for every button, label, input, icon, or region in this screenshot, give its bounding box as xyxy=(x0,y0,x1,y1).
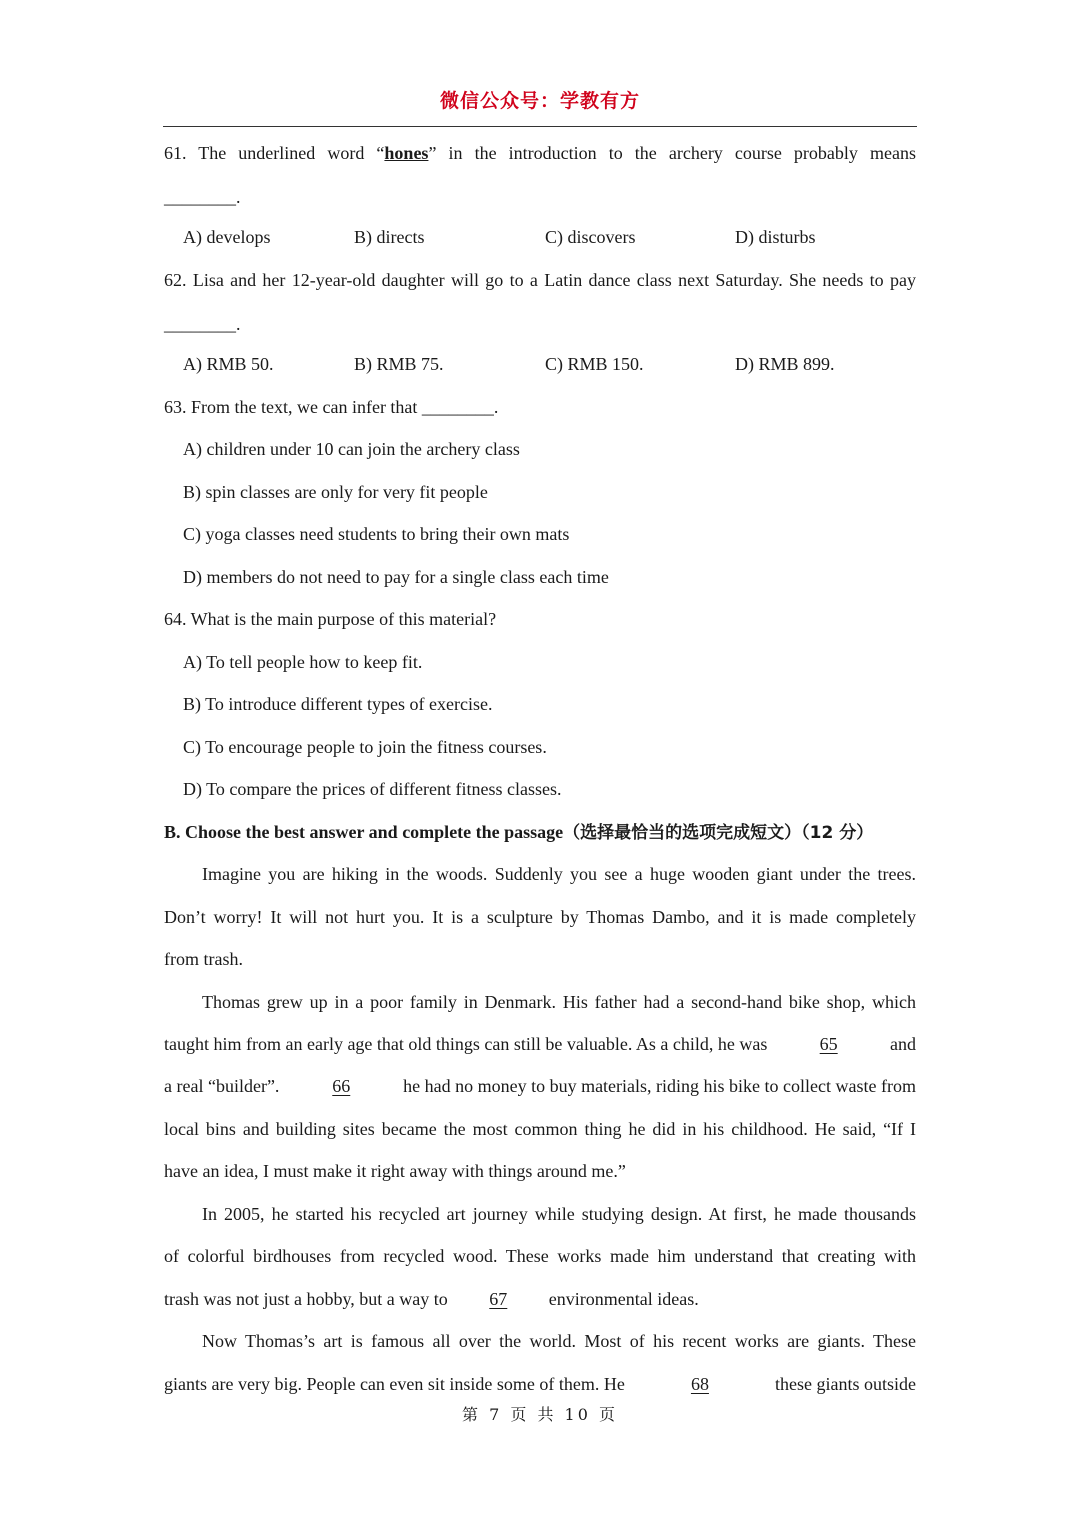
passage-line: local bins and building sites became the most common thing he did in his childhood. He said, “If I xyxy=(164,1119,916,1139)
q63-option-d[interactable]: D) members do not need to pay for a single class each time xyxy=(183,567,609,587)
q61-blank: ________. xyxy=(164,187,241,207)
q61-option-a[interactable]: A) develops xyxy=(183,227,271,247)
passage-line-67 xyxy=(164,1287,916,1311)
blank-66[interactable]: 66 xyxy=(332,1076,351,1096)
underlined-word: hones xyxy=(384,143,429,163)
passage-text: trash was not just a hobby, but a way to xyxy=(164,1289,448,1309)
passage-text: he had no money to buy materials, riding his bike to collect waste from xyxy=(403,1076,916,1096)
question-64: 64. What is the main purpose of this material? xyxy=(164,609,497,629)
q64-option-c[interactable]: C) To encourage people to join the fitness courses. xyxy=(183,737,547,757)
passage-line: In 2005, he started his recycled art journey while studying design. At first, he made thousands xyxy=(202,1204,916,1224)
q61-option-b[interactable]: B) directs xyxy=(354,227,425,247)
q64-option-d[interactable]: D) To compare the prices of different fitness classes. xyxy=(183,779,562,799)
section-b-title: B. Choose the best answer and complete the passage xyxy=(164,822,564,842)
passage-line: Now Thomas’s art is famous all over the world. Most of his recent works are giants. These xyxy=(202,1331,916,1351)
header-rule xyxy=(163,126,917,127)
blank-67[interactable]: 67 xyxy=(489,1289,508,1309)
passage-text: and xyxy=(890,1034,916,1054)
blank-68[interactable]: 68 xyxy=(690,1374,709,1394)
q62-blank: ________. xyxy=(164,314,241,334)
passage-line: of colorful birdhouses from recycled wood. These works made him understand that creating with xyxy=(164,1246,916,1266)
q63-option-b[interactable]: B) spin classes are only for very fit people xyxy=(183,482,488,502)
question-61 xyxy=(164,141,916,165)
passage-line: have an idea, I must make it right away with things around me.” xyxy=(164,1161,626,1181)
q64-option-a[interactable]: A) To tell people how to keep fit. xyxy=(183,652,423,672)
section-b-heading xyxy=(164,820,916,845)
passage-line-68 xyxy=(164,1372,916,1396)
q63-option-a[interactable]: A) children under 10 can join the archery class xyxy=(183,439,520,459)
passage-text: a real “builder”. xyxy=(164,1076,280,1096)
passage-line: Thomas grew up in a poor family in Denmark. His father had a second-hand bike shop, which xyxy=(202,992,916,1012)
passage-line-65 xyxy=(164,1032,916,1056)
section-b-title-cn: （选择最恰当的选项完成短文）（12 分） xyxy=(563,823,874,843)
q61-options xyxy=(0,225,1080,249)
passage-line: Don’t worry! It will not hurt you. It is a sculpture by Thomas Dambo, and it is made completely xyxy=(164,907,916,927)
q62-option-d[interactable]: D) RMB 899. xyxy=(735,354,835,374)
q63-option-c[interactable]: C) yoga classes need students to bring their own mats xyxy=(183,524,570,544)
passage-text: taught him from an early age that old things can still be valuable. As a child, he was xyxy=(164,1034,768,1054)
q61-option-c[interactable]: C) discovers xyxy=(545,227,636,247)
passage-line-66 xyxy=(164,1074,916,1098)
blank-65[interactable]: 65 xyxy=(819,1034,838,1054)
q62-option-c[interactable]: C) RMB 150. xyxy=(545,354,644,374)
q61-post: ” in the introduction to the archery course probably means xyxy=(428,143,916,163)
passage-line: Imagine you are hiking in the woods. Suddenly you see a huge wooden giant under the trees. xyxy=(202,864,916,884)
question-62: 62. Lisa and her 12-year-old daughter will go to a Latin dance class next Saturday. She needs to pay xyxy=(164,270,916,290)
passage-text: giants are very big. People can even sit inside some of them. He xyxy=(164,1374,625,1394)
q61-pre: 61. The underlined word “ xyxy=(164,143,385,163)
passage-text: these giants outside xyxy=(775,1374,916,1394)
q62-options xyxy=(0,352,1080,376)
q64-option-b[interactable]: B) To introduce different types of exercise. xyxy=(183,694,493,714)
passage-text: environmental ideas. xyxy=(548,1289,699,1309)
passage-line: from trash. xyxy=(164,949,243,969)
page-header: 微信公众号：学教有方 xyxy=(439,90,640,112)
q62-option-b[interactable]: B) RMB 75. xyxy=(354,354,444,374)
q61-option-d[interactable]: D) disturbs xyxy=(735,227,816,247)
q62-option-a[interactable]: A) RMB 50. xyxy=(183,354,274,374)
question-63: 63. From the text, we can infer that ________. xyxy=(164,397,499,417)
page-footer: 第 7 页 共 10 页 xyxy=(462,1405,618,1424)
